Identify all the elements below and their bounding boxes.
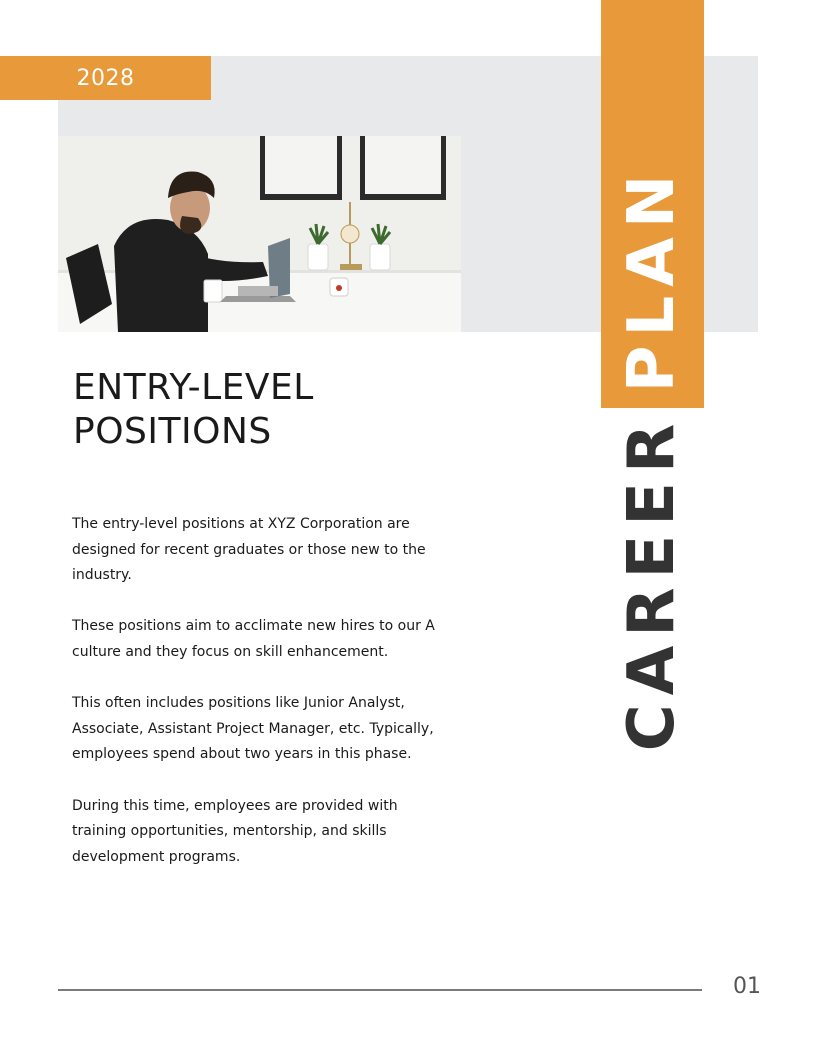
year-label: 2028 <box>76 65 135 91</box>
paragraph-4: During this time, employees are provided with training opportunities, mentorship, and skills development programs. <box>72 797 398 865</box>
title-word-plan: PLAN <box>615 165 689 393</box>
section-heading-line2: POSITIONS <box>73 411 272 452</box>
office-worker-photo <box>58 136 461 332</box>
paragraph-2: These positions aim to acclimate new hires to our A culture and they focus on skill enhancement. <box>72 618 435 660</box>
footer-divider <box>58 989 702 991</box>
body-text <box>72 512 442 896</box>
section-heading <box>73 366 314 454</box>
paragraph-1: The entry-level positions at XYZ Corporation are designed for recent graduates or those new to the industry. <box>72 516 426 584</box>
title-word-career: CAREER <box>615 414 689 752</box>
year-banner <box>0 56 211 100</box>
section-heading-line1: ENTRY-LEVEL <box>73 367 314 408</box>
page-number: 01 <box>733 974 761 999</box>
paragraph-3: This often includes positions like Junior Analyst, Associate, Assistant Project Manager, etc. Typically, employees spend about two years in this phase. <box>72 695 434 763</box>
